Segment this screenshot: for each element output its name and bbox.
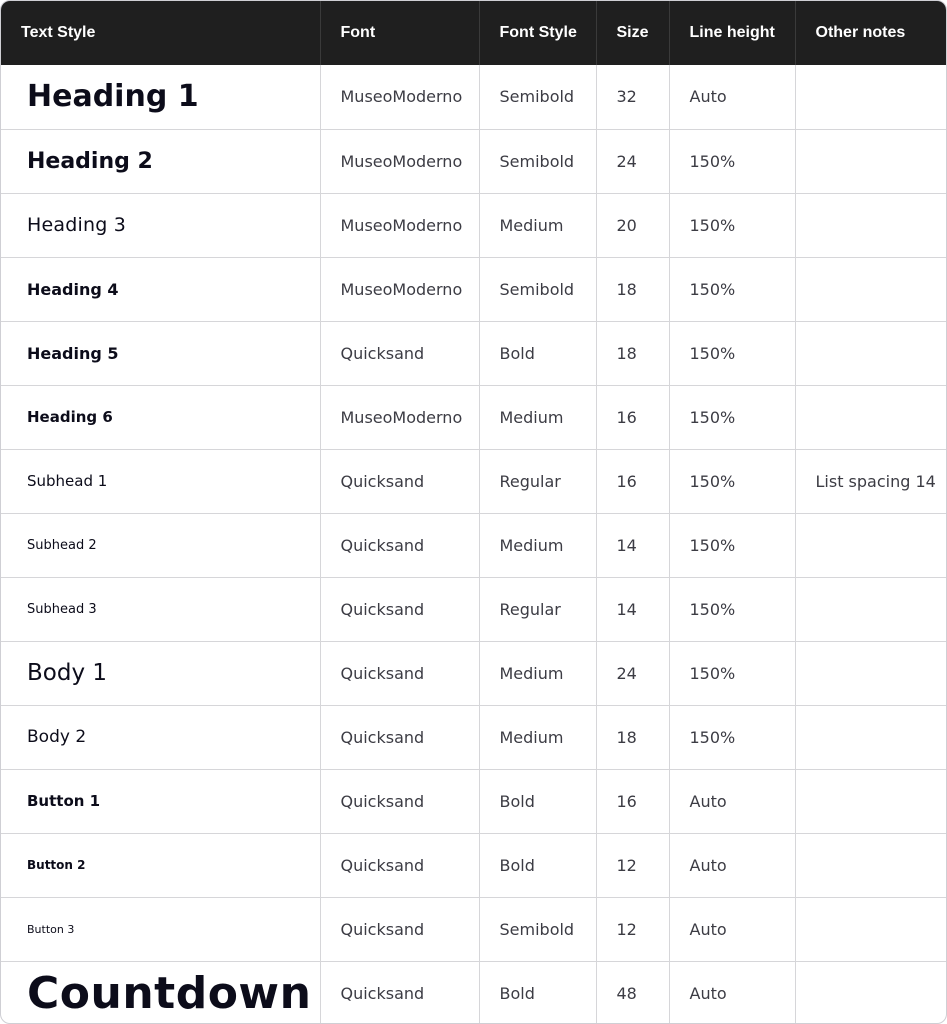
table-row (1, 449, 947, 513)
style-sample: Button 3 (1, 897, 320, 961)
font-cell: Quicksand (320, 641, 479, 705)
line-height-cell: Auto (669, 769, 795, 833)
line-height-cell: 150% (669, 257, 795, 321)
size-cell: 16 (596, 385, 669, 449)
table-row (1, 641, 947, 705)
style-sample: Body 2 (1, 705, 320, 769)
style-sample: Subhead 2 (1, 513, 320, 577)
line-height-cell: 150% (669, 513, 795, 577)
size-cell: 24 (596, 129, 669, 193)
size-cell: 18 (596, 705, 669, 769)
line-height-cell: Auto (669, 961, 795, 1024)
header-other-notes: Other notes (815, 24, 906, 41)
line-height-cell: Auto (669, 833, 795, 897)
font-style-cell: Semibold (479, 65, 596, 129)
font-cell: Quicksand (320, 833, 479, 897)
font-cell: MuseoModerno (320, 257, 479, 321)
font-style-cell: Regular (479, 577, 596, 641)
size-cell: 48 (596, 961, 669, 1024)
table-row (1, 577, 947, 641)
notes-cell: List spacing 14 (795, 449, 947, 513)
line-height-cell: 150% (669, 449, 795, 513)
table-header (1, 1, 947, 65)
style-sample: Body 1 (1, 641, 320, 705)
table-row (1, 65, 947, 129)
notes-cell (795, 129, 947, 193)
table-row (1, 513, 947, 577)
notes-cell (795, 769, 947, 833)
font-style-cell: Medium (479, 641, 596, 705)
size-cell: 12 (596, 833, 669, 897)
notes-cell (795, 577, 947, 641)
style-sample: Heading 3 (1, 193, 320, 257)
table-row (1, 897, 947, 961)
table-row (1, 129, 947, 193)
header-row (1, 1, 947, 65)
table-row (1, 257, 947, 321)
size-cell: 24 (596, 641, 669, 705)
notes-cell (795, 65, 947, 129)
font-style-cell: Medium (479, 385, 596, 449)
font-cell: MuseoModerno (320, 193, 479, 257)
style-sample: Heading 4 (1, 257, 320, 321)
header-font: Font (320, 1, 479, 65)
style-sample: Button 2 (1, 833, 320, 897)
notes-cell (795, 513, 947, 577)
line-height-cell: 150% (669, 705, 795, 769)
table-row (1, 769, 947, 833)
notes-cell (795, 385, 947, 449)
line-height-cell: 150% (669, 577, 795, 641)
font-style-cell: Bold (479, 961, 596, 1024)
font-style-cell: Bold (479, 833, 596, 897)
style-sample: Subhead 3 (1, 577, 320, 641)
font-style-cell: Medium (479, 513, 596, 577)
font-cell: Quicksand (320, 769, 479, 833)
font-style-cell: Semibold (479, 257, 596, 321)
table-row (1, 193, 947, 257)
line-height-cell: 150% (669, 129, 795, 193)
notes-cell (795, 321, 947, 385)
style-sample: Subhead 1 (1, 449, 320, 513)
font-cell: Quicksand (320, 577, 479, 641)
style-sample: Button 1 (1, 769, 320, 833)
size-cell: 18 (596, 257, 669, 321)
line-height-cell: 150% (669, 321, 795, 385)
style-sample: Heading 5 (1, 321, 320, 385)
size-cell: 20 (596, 193, 669, 257)
size-cell: 32 (596, 65, 669, 129)
notes-cell (795, 257, 947, 321)
font-style-cell: Bold (479, 769, 596, 833)
size-cell: 18 (596, 321, 669, 385)
header-size: Size (596, 1, 669, 65)
size-cell: 14 (596, 513, 669, 577)
header-font-style: Font Style (479, 1, 596, 65)
style-sample: Countdown (1, 961, 320, 1024)
font-cell: MuseoModerno (320, 385, 479, 449)
size-cell: 12 (596, 897, 669, 961)
size-cell: 14 (596, 577, 669, 641)
font-cell: Quicksand (320, 321, 479, 385)
line-height-cell: Auto (669, 65, 795, 129)
font-cell: Quicksand (320, 961, 479, 1024)
font-cell: Quicksand (320, 705, 479, 769)
table-row (1, 321, 947, 385)
table-row (1, 961, 947, 1024)
header-line-height: Line height (669, 1, 795, 65)
table-row (1, 833, 947, 897)
font-style-cell: Medium (479, 193, 596, 257)
line-height-cell: Auto (669, 897, 795, 961)
style-sample: Heading 6 (1, 385, 320, 449)
style-sample: Heading 2 (1, 129, 320, 193)
header-text-style: Text Style (1, 1, 320, 65)
font-cell: Quicksand (320, 513, 479, 577)
font-cell: MuseoModerno (320, 65, 479, 129)
notes-cell (795, 641, 947, 705)
size-cell: 16 (596, 449, 669, 513)
font-cell: Quicksand (320, 897, 479, 961)
font-style-cell: Bold (479, 321, 596, 385)
typography-table (1, 1, 947, 1024)
table-body (1, 65, 947, 1024)
font-style-cell: Medium (479, 705, 596, 769)
notes-cell (795, 833, 947, 897)
size-cell: 16 (596, 769, 669, 833)
notes-cell (795, 193, 947, 257)
table-row (1, 705, 947, 769)
table-row (1, 385, 947, 449)
line-height-cell: 150% (669, 385, 795, 449)
font-style-cell: Semibold (479, 897, 596, 961)
line-height-cell: 150% (669, 641, 795, 705)
notes-cell (795, 705, 947, 769)
notes-cell (795, 961, 947, 1024)
font-cell: Quicksand (320, 449, 479, 513)
line-height-cell: 150% (669, 193, 795, 257)
font-cell: MuseoModerno (320, 129, 479, 193)
style-sample: Heading 1 (1, 65, 320, 129)
font-style-cell: Regular (479, 449, 596, 513)
font-style-cell: Semibold (479, 129, 596, 193)
notes-cell (795, 897, 947, 961)
